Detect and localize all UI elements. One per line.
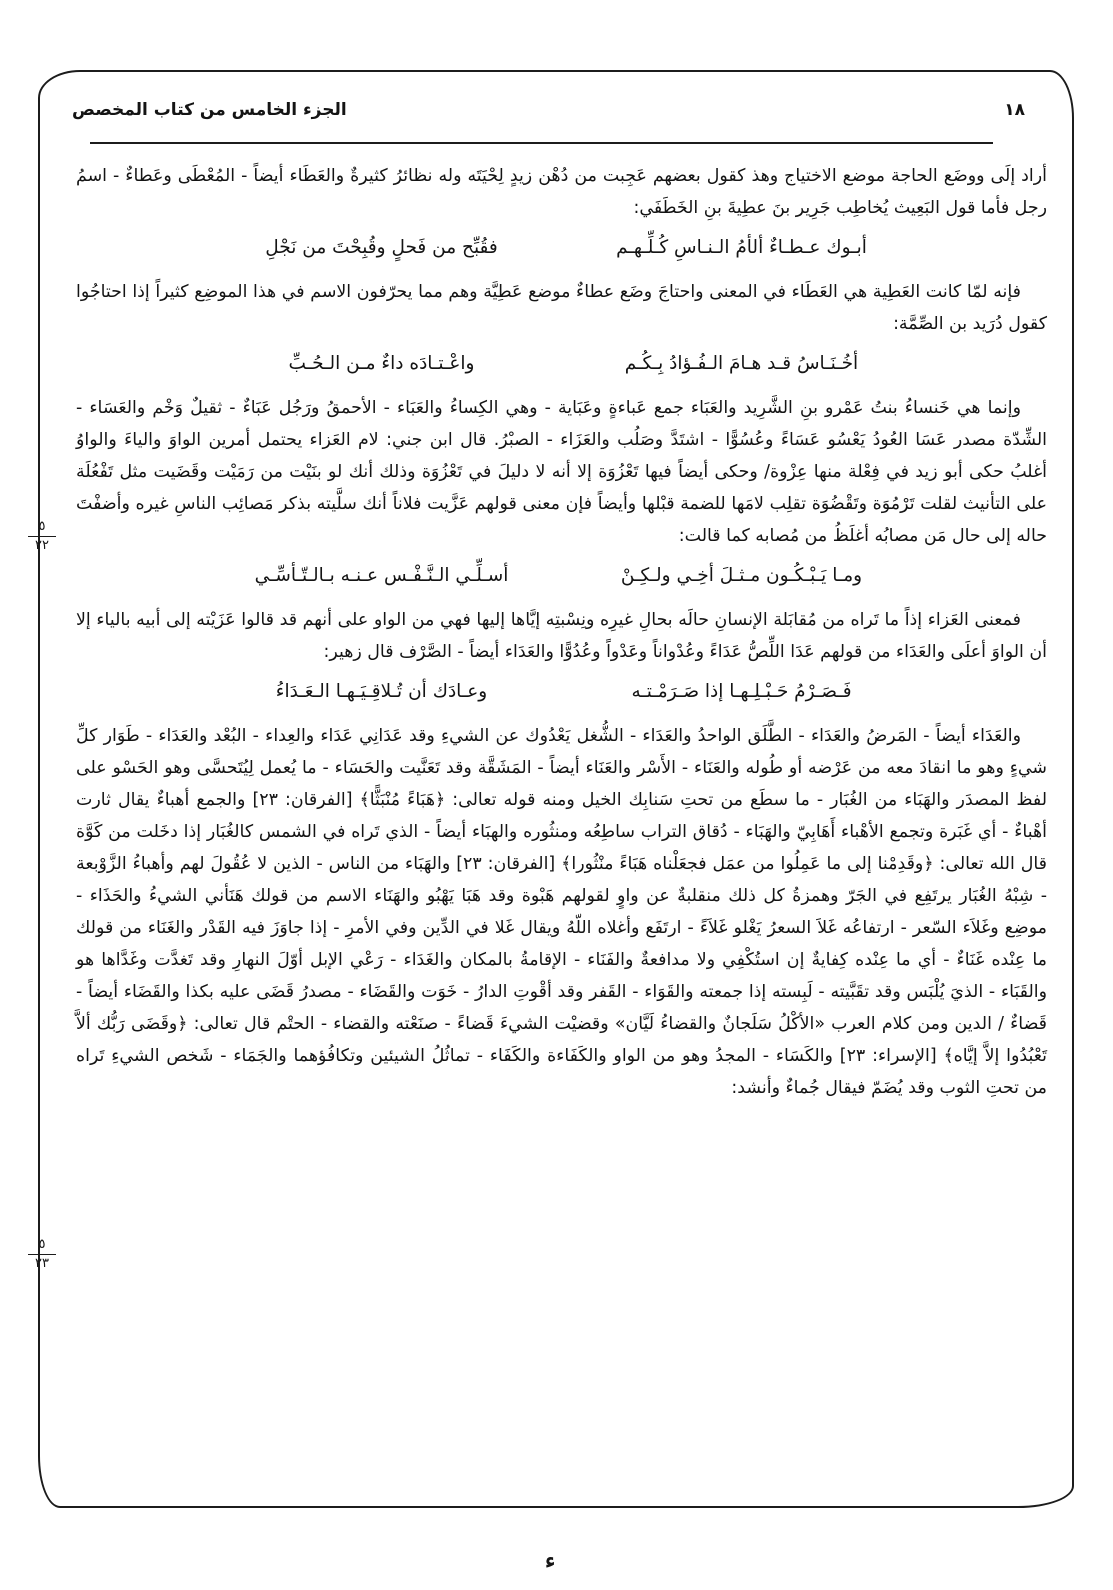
paragraph: والعَدَاء أيضاً - المَرضُ والعَدَاء - الطَّلَق الواحدُ والعَدَاء - الشُّغل يَعْدُوك عن الشيءِ وقد عَدَانِي عَدَاء والعِداء - البُعْد والعَدَاء - طَوَار كلِّ شيءٍ وهو ما انقادَ معه من عَرْضه أو طُوله والعَنَاء - الأَسْر والعَنَاء أيضاً - المَشَقَّة وقد تَعَنَّيت والحَسَاء - ما يُعمل لِيُتَحسَّى وهو الحَسْو على لفظ المصدَر والهَبَاء من الغُبَار - ما سطَع من تحتِ سَنابِك الخيل ومنه قوله تعالى: ﴿هَبَاءً مُنْبَثًّا﴾ [الفرقان: ٢٣] والجمع أهباءٌ يقال ثارت أهْباءٌ - أي غَبَرة وتجمع الأهْباء أَهَابِيّ والهَبَاء - دُقاق التراب ساطِعُه ومنثُوره والهبَاء أيضاً - الذي تَراه في الشمس كالغُبَار إذا دخَلت من كَوَّة قال الله تعالى: ﴿وقَدِمْنا إلى ما عَمِلُوا من عمَل فجعَلْناه هَبَاءً منْثُورا﴾ [الفرقان: ٢٣] والهَبَاء من الناس - الذين لا عُقُولَ لهم وأهباءُ الزَّوْبعة - شِبْهُ الغُبَار يرتَفِع في الجَرّ وهمزةُ كل ذلك منقلبةٌ عن واوٍ لقولهم هَبْوة وقد هَبَا يَهْبُو والهَنَاء الاسم من قولك هَنَأني الشيءُ والحَذَاء - موضِع وغَلاَء السّعر - ارتفاعُه غَلاَ السعرُ يَغْلو غَلاَءً - ارتَفَع وأغلاه اللّهُ ويقال غَلا في الدِّين وفي الأمرِ - إذا جاوَزَ فيه القَدْر والغَنَاء من قولك ما عِنْده غَنَاءٌ - أي ما عِنْده كِفايةٌ إن استُكْفِي ولا مدافعةٌ والفَنَاء - الإقامةُ بالمكان والغَدَاء - رَعْي الإبل أوّلَ النهارِ وقد تَغدَّت وغَدَّاها هو والقَبَاء - الذيَ يُلْبَس وقد تقَبَّيته - لَبِسته إذا جمعته والقَوَاء - القَفر وقد أقْوتِ الدارُ - خَوَت والقَضَاء - مصدرُ قَضَى عليه بكذا والقَضَاء أيضاً - قَضاءٌ / الدين ومن كلام العرب «الأكْلُ سَلَجانٌ والقضاءُ لَيَّان» وقضيْت الشيءَ قَضاءً - صنَعْته والقضاء - الحتْم قال تعالى: ﴿وقَضَى رَبُّك ألاَّ تَعْبُدُوا إلاَّ إيَّاه﴾ [الإسراء: ٢٣] والكَسَاء - المجدُ وهو من الواو والكَفَاءة والكَفَاء - تماثُلُ الشيئين وتكافُؤهما والجَمَاء - شَخص الشيءِ تَراه من تحتِ الثوب وقد يُضَمّ فيقال جُماءٌ وأنشد:: [76, 726, 1047, 1098]
margin-note-bar: [28, 1254, 56, 1255]
margin-note-folio-22: [22, 520, 62, 553]
verse-first-hemistich: ومـا يَـبْـكُـون مـثـلَ أخِـي ولـكِـنْ: [620, 565, 863, 586]
header-rule: [90, 142, 993, 144]
margin-note-bottom: ٢٣: [35, 1256, 49, 1271]
verse-second-hemistich: أسـلِّـي الـنَّـفْـس عـنـه بـالـتّـأسِّـي: [254, 565, 509, 586]
paragraph: فإنه لمّا كانت العَطِية هي العَطَاء في المعنى واحتاجَ وضَع عطاءٌ موضع عَطِيَّة وهم مما يحرّفون الاسم في هذا الموضِع كثيراً إذا احتاجُوا كقول دُرَيد بن الصِّمَّة:: [76, 282, 1047, 334]
verse: [76, 232, 1047, 264]
margin-note-top: ٥: [38, 1237, 46, 1252]
margin-note-folio-23: [22, 1238, 62, 1271]
running-title: الجزء الخامس من كتاب المخصص: [72, 100, 347, 120]
main-text: [76, 160, 1047, 1108]
verse: [76, 348, 1047, 380]
verse-second-hemistich: فقُبِّح من فَحلٍ وقُبِحْتَ من نَجْلِ: [265, 237, 498, 258]
page-number: ١٨: [1004, 100, 1025, 120]
paragraph: وإنما هي خَنساءُ بنتُ عَمْرو بنِ الشَّرِيد والعَبَاء جمع عَباءةٍ وعَبَاية - وهي الكِساءُ والعَبَاء - الأحمقُ ورَجُل عَبَاءٌ - ثقيلٌ وَخْم والعَسَاء - الشِّدّة مصدر عَسَا العُودُ يَعْسُو عَسَاءً وعُسُوًّا - اشتَدَّ وصَلُب والعَزَاء - الصبْرُ. قال ابن جني: لام العَزاء يحتمل أمرين الواوَ والياءَ والواوُ أغلبُ حكى أبو زيد في فِعْلة منها عِزْوة/ وحكى أيضاً فيها تَعْزُوَة إلا أنه لا دليلَ في تَعْزُوَة وذلك أنك لو بنَيْت من رَمَيْت وقَضَيت مثل تَفْعُلَة على التأنيث لقلت تَرْمُوَة وتَقْضُوَة تقلِب لامَها للضمة قبْلها وأيضاً فإن معنى قولهم عَزَّيت فلاناً أنك سلَّيته بذكر مَصائِب الناسِ غيره وأضفْتَ حاله إلى حال مَن مصابُه أغلَظُ من مُصابه كما قالت:: [76, 398, 1047, 546]
verse-first-hemistich: أبـوك عـطـاءٌ ألأمُ الـنـاسِ كُـلِّـهـم: [616, 237, 867, 258]
footer-mark: ء: [545, 1548, 556, 1574]
verse-second-hemistich: وعـادَك أن تُـلاقِـيَـهـا الـعَـدَاءُ: [275, 681, 488, 702]
margin-note-bottom: ٢٢: [35, 538, 49, 553]
verse-first-hemistich: فَـصَـرْمُ حَـبْـلِـهـا إذا صَـرَمْـتـه: [631, 681, 852, 702]
page-header: [70, 98, 1043, 130]
verse: [76, 560, 1047, 592]
verse-first-hemistich: أخُـنَـاسُ قـد هـامَ الـفُـؤادُ بِـكُـم: [624, 353, 859, 374]
paragraph: أراد إلَى ووضَع الحاجة موضع الاختياج وهذ كقول بعضهم عَجِبت من دُهْن زيدٍ لِحْيَتَه وله نظائرُ كثيرةٌ والعَطَاء أيضاً - المُعْطَى وعَطاءٌ - اسمُ رجل فأما قول البَعِيث يُخاطِب جَرِير بنَ عطِيةَ بنِ الخَطَفَي:: [76, 166, 1047, 218]
paragraph: فمعنى العَزاء إذاً ما تَراه من مُقابَلة الإنسانِ حالَه بحالِ غيرِه ونِسْبتِه إيَّاها إليها فهي من الواو على أنهم قد قالوا عَزَيْته إلى أبيه بالياء إلا أن الواوَ أعلَى والعَدَاء من قولهم عَدَا اللِّصُّ عَدَاءً وعُدْواناً وعَدْواً وعُدُوًّا والعَدَاء أيضاً - الصَّرْف قال زهير:: [76, 610, 1047, 662]
margin-note-top: ٥: [38, 519, 46, 534]
verse: [76, 676, 1047, 708]
verse-second-hemistich: واعْـتـادَه داءٌ مـن الـحُـبِّ: [288, 353, 475, 374]
margin-note-bar: [28, 536, 56, 537]
